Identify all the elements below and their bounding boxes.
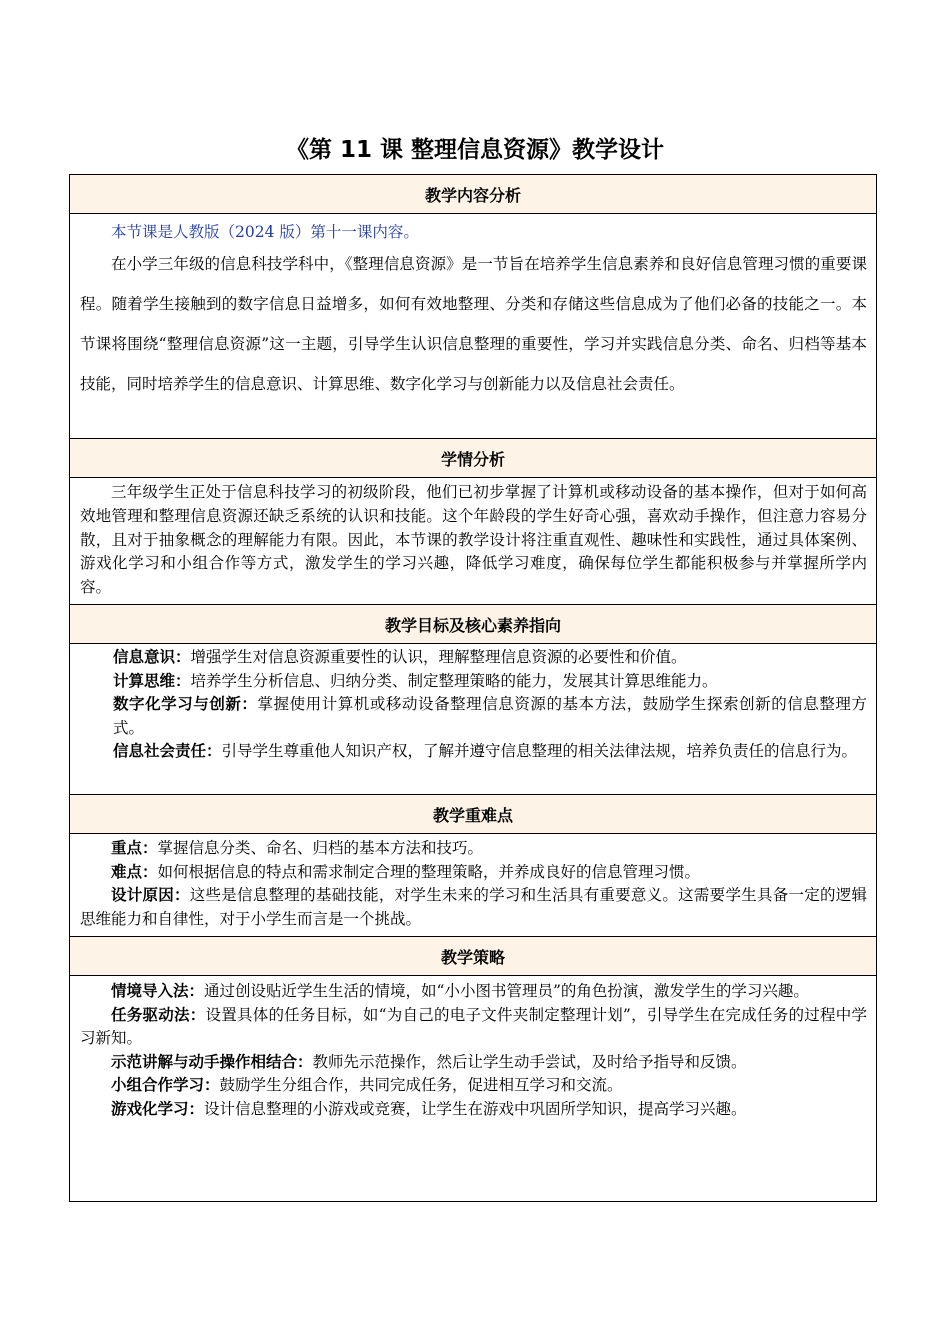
key-point-text: 这些是信息整理的基础技能，对学生未来的学习和生活具有重要意义。这需要学生具备一定的逻辑思维能力和自律性，对于小学生而言是一个挑战。 [80, 886, 867, 928]
objective-label: 信息社会责任： [113, 742, 222, 760]
content-intro-text: 本节课是人教版（2024 版）第十一课内容。 [111, 223, 419, 241]
key-point-label: 设计原因： [111, 886, 190, 904]
key-point-text: 掌握信息分类、命名、归档的基本方法和技巧。 [157, 839, 484, 857]
strategy-label: 示范讲解与动手操作相结合： [111, 1052, 313, 1071]
strategy-item [80, 1051, 867, 1075]
section-heading-content-analysis: 教学内容分析 [70, 175, 876, 214]
objective-item [113, 693, 867, 740]
key-point-item [80, 861, 867, 885]
strategy-item [80, 1004, 867, 1051]
section-body-key-points [70, 834, 876, 937]
key-point-text: 如何根据信息的特点和需求制定合理的整理策略，并养成良好的信息管理习惯。 [157, 862, 701, 881]
strategy-text: 鼓励学生分组合作，共同完成任务，促进相互学习和交流。 [219, 1076, 623, 1094]
objective-text: 引导学生尊重他人知识产权，了解并遵守信息整理的相关法律法规，培养负责任的信息行为。 [221, 742, 858, 760]
objective-item [113, 646, 867, 670]
objective-item [113, 740, 867, 764]
strategy-item [80, 980, 867, 1004]
objective-text: 增强学生对信息资源重要性的认识，理解整理信息资源的必要性和价值。 [190, 648, 687, 666]
section-heading-strategies: 教学策略 [70, 937, 876, 976]
lesson-plan-table [69, 174, 877, 1202]
objective-text: 培养学生分析信息、归纳分类、制定整理策略的能力，发展其计算思维能力。 [190, 671, 718, 690]
objective-label: 数字化学习与创新： [113, 695, 258, 713]
section-heading-learner-analysis: 学情分析 [70, 439, 876, 478]
section-body-learner-analysis [70, 478, 876, 605]
key-point-item [80, 884, 867, 931]
objective-text: 掌握使用计算机或移动设备整理信息资源的基本方法，鼓励学生探索创新的信息整理方式。 [113, 695, 867, 737]
strategy-text: 设计信息整理的小游戏或竞赛，让学生在游戏中巩固所学知识，提高学习兴趣。 [204, 1099, 747, 1118]
key-point-label: 难点： [111, 862, 158, 881]
key-point-label: 重点： [111, 839, 158, 857]
objective-label: 信息意识： [113, 648, 191, 666]
strategy-text: 教师先示范操作，然后让学生动手尝试，及时给予指导和反馈。 [312, 1052, 747, 1071]
section-body-strategies [70, 976, 876, 1201]
key-point-item [80, 837, 867, 861]
section-body-objectives [70, 644, 876, 795]
section-body-content-analysis [70, 216, 876, 439]
strategy-text: 通过创设贴近学生生活的情境，如“小小图书管理员”的角色扮演，激发学生的学习兴趣。 [204, 982, 809, 1000]
section-heading-key-points: 教学重难点 [70, 795, 876, 834]
strategy-item [80, 1074, 867, 1098]
content-analysis-text: 在小学三年级的信息科技学科中，《整理信息资源》是一节旨在培养学生信息素养和良好信息管理习惯的重要课程。随着学生接触到的数字信息日益增多，如何有效地整理、分类和存储这些信息成为了他们必备的技能之一。本节课将围绕“整理信息资源”这一主题，引导学生认识信息整理的重要性，学习并实践信息分类、命名、归档等基本技能，同时培养学生的信息意识、计算思维、数字化学习与创新能力以及信息社会责任。 [80, 255, 867, 393]
section-heading-objectives: 教学目标及核心素养指向 [70, 605, 876, 644]
strategy-text: 设置具体的任务目标，如“为自己的电子文件夹制定整理计划”，引导学生在完成任务的过程中学习新知。 [80, 1005, 867, 1047]
objective-item [113, 670, 867, 694]
strategy-item [80, 1098, 867, 1122]
objective-label: 计算思维： [113, 671, 191, 690]
strategy-label: 小组合作学习： [111, 1076, 220, 1094]
document-title: 《第 11 课 整理信息资源》教学设计 [285, 137, 665, 163]
strategy-label: 情境导入法： [111, 982, 205, 1000]
strategy-label: 游戏化学习： [111, 1099, 205, 1118]
learner-analysis-text: 三年级学生正处于信息科技学习的初级阶段，他们已初步掌握了计算机或移动设备的基本操作，但对于如何高效地管理和整理信息资源还缺乏系统的认识和技能。这个年龄段的学生好奇心强，喜欢动手操作，但注意力容易分散，且对于抽象概念的理解能力有限。因此，本节课的教学设计将注重直观性、趣味性和实践性，通过具体案例、游戏化学习和小组合作等方式，激发学生的学习兴趣，降低学习难度，确保每位学生都能积极参与并掌握所学内容。 [80, 483, 867, 597]
strategy-label: 任务驱动法： [111, 1005, 206, 1024]
